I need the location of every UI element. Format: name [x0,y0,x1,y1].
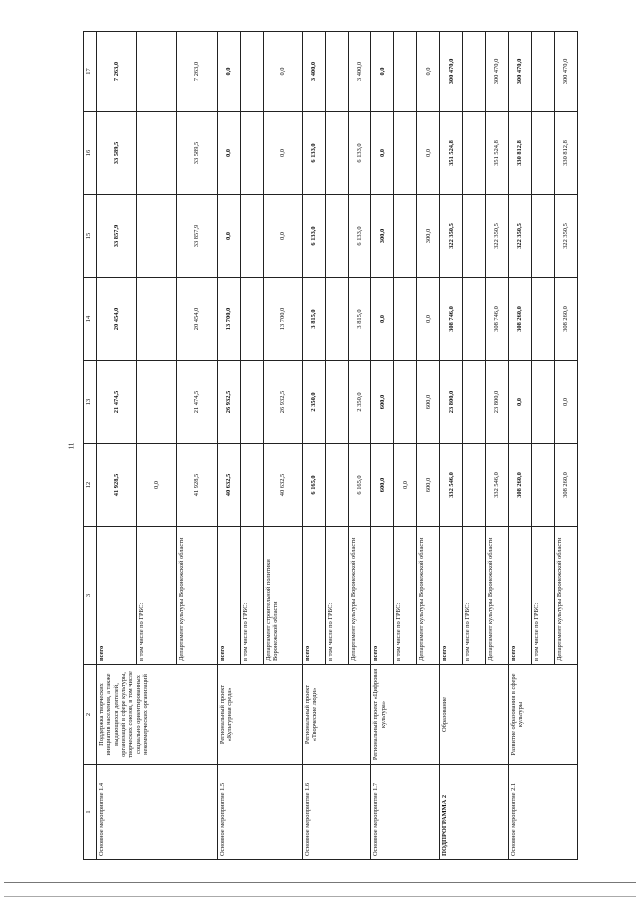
amount-cell: 0,0 [417,278,440,361]
table-row [217,32,240,860]
amount-cell: 600,0 [417,361,440,444]
funding-source-cell: всего [440,527,463,665]
amount-cell: 300 470,0 [486,32,509,112]
amount-cell [531,361,554,444]
amount-cell: 40 632,5 [217,444,240,527]
amount-cell: 6 133,0 [348,112,371,195]
amount-cell: 33 589,5 [97,112,137,195]
funding-source-cell: всего [509,527,532,665]
rotated-table-wrapper [83,32,578,860]
funding-source-cell: в том числе по ГРБС: [325,527,348,665]
amount-cell: 3 815,0 [348,278,371,361]
amount-cell: 3 400,0 [302,32,325,112]
funding-source-cell: в том числе по ГРБС: [531,527,554,665]
column-header: 3 [84,527,97,665]
amount-cell [325,361,348,444]
amount-cell [240,444,263,527]
amount-cell: 0,0 [263,32,302,112]
funding-source-cell: Департамент строительной политики Воронежской области [263,527,302,665]
amount-cell: 308 260,0 [509,444,532,527]
amount-cell: 23 800,0 [440,361,463,444]
header-row [84,32,97,860]
amount-cell: 41 928,5 [97,444,137,527]
amount-cell: 23 800,0 [486,361,509,444]
amount-cell [325,32,348,112]
amount-cell [137,112,177,195]
activity-name-cell: Региональный проект «Творческие люди» [302,665,371,765]
amount-cell: 13 700,0 [217,278,240,361]
amount-cell: 300 470,0 [440,32,463,112]
amount-cell: 300 470,0 [509,32,532,112]
activity-code-cell: Основное мероприятие 1.6 [302,765,371,860]
page-number: 11 [67,442,76,450]
amount-cell: 3 815,0 [302,278,325,361]
amount-cell [137,195,177,278]
amount-cell: 322 350,5 [486,195,509,278]
amount-cell: 0,0 [217,32,240,112]
amount-cell: 600,0 [417,444,440,527]
amount-cell: 332 546,0 [440,444,463,527]
table-row [97,32,137,860]
amount-cell [325,278,348,361]
activity-name-cell: Региональный проект «Цифровая культура» [371,665,440,765]
amount-cell: 6 165,0 [302,444,325,527]
amount-cell: 600,0 [371,444,394,527]
amount-cell: 600,0 [371,361,394,444]
column-header: 14 [84,278,97,361]
table-body [97,32,578,860]
amount-cell [463,32,486,112]
amount-cell: 21 474,5 [177,361,217,444]
budget-table [83,31,578,860]
funding-source-cell: Департамент культуры Воронежской области [177,527,217,665]
amount-cell [463,195,486,278]
amount-cell [531,444,554,527]
amount-cell: 0,0 [263,112,302,195]
amount-cell [463,444,486,527]
table-row [371,32,394,860]
amount-cell: 0,0 [509,361,532,444]
column-header: 16 [84,112,97,195]
amount-cell [137,361,177,444]
amount-cell [394,361,417,444]
column-header: 2 [84,665,97,765]
amount-cell [463,112,486,195]
amount-cell: 300,0 [417,195,440,278]
amount-cell: 33 857,9 [97,195,137,278]
amount-cell: 332 546,0 [486,444,509,527]
amount-cell: 0,0 [371,278,394,361]
amount-cell: 322 350,5 [554,195,577,278]
amount-cell: 0,0 [417,112,440,195]
activity-name-cell: Региональный проект «Культурная среда» [217,665,302,765]
amount-cell [394,195,417,278]
funding-source-cell: всего [302,527,325,665]
amount-cell: 300 470,0 [554,32,577,112]
table-row [440,32,463,860]
amount-cell [394,278,417,361]
amount-cell: 7 263,0 [97,32,137,112]
amount-cell: 0,0 [137,444,177,527]
amount-cell: 26 932,5 [263,361,302,444]
amount-cell: 2 350,0 [348,361,371,444]
amount-cell: 308 260,0 [509,278,532,361]
table-row [509,32,532,860]
amount-cell [325,112,348,195]
amount-cell: 2 350,0 [302,361,325,444]
activity-code-cell: Основное мероприятие 1.4 [97,765,218,860]
amount-cell: 6 133,0 [302,195,325,278]
amount-cell: 0,0 [263,195,302,278]
amount-cell [240,112,263,195]
amount-cell: 6 165,0 [348,444,371,527]
amount-cell [394,112,417,195]
amount-cell: 322 350,5 [440,195,463,278]
amount-cell: 0,0 [371,112,394,195]
amount-cell: 0,0 [417,32,440,112]
funding-source-cell: в том числе по ГРБС: [137,527,177,665]
activity-code-cell: Основное мероприятие 2.1 [509,765,578,860]
amount-cell: 0,0 [217,112,240,195]
funding-source-cell: всего [97,527,137,665]
column-header: 1 [84,765,97,860]
column-header: 13 [84,361,97,444]
funding-source-cell: Департамент культуры Воронежской области [486,527,509,665]
amount-cell [325,195,348,278]
amount-cell [531,112,554,195]
amount-cell: 41 928,5 [177,444,217,527]
amount-cell: 33 589,5 [177,112,217,195]
amount-cell: 26 932,5 [217,361,240,444]
funding-source-cell: Департамент культуры Воронежской области [554,527,577,665]
table-row [302,32,325,860]
column-header: 12 [84,444,97,527]
amount-cell: 330 812,8 [554,112,577,195]
column-header: 15 [84,195,97,278]
activity-code-cell: Основное мероприятие 1.5 [217,765,302,860]
funding-source-cell: всего [371,527,394,665]
amount-cell [531,32,554,112]
amount-cell [394,32,417,112]
amount-cell [463,278,486,361]
amount-cell: 20 454,0 [177,278,217,361]
amount-cell: 308 260,0 [554,278,577,361]
amount-cell: 0,0 [554,361,577,444]
funding-source-cell: Департамент культуры Воронежской области [417,527,440,665]
amount-cell [240,278,263,361]
column-header: 17 [84,32,97,112]
amount-cell: 13 700,0 [263,278,302,361]
activity-name-cell: Развитие образования в сфере культуры [509,665,578,765]
amount-cell [531,195,554,278]
amount-cell: 308 746,0 [486,278,509,361]
amount-cell [325,444,348,527]
amount-cell [137,278,177,361]
activity-name-cell: Образование [440,665,509,765]
scan-edge-line [4,882,636,883]
amount-cell: 0,0 [371,32,394,112]
amount-cell [137,32,177,112]
amount-cell: 0,0 [394,444,417,527]
amount-cell [531,278,554,361]
amount-cell: 6 133,0 [302,112,325,195]
amount-cell: 33 857,9 [177,195,217,278]
funding-source-cell: в том числе по ГРБС: [240,527,263,665]
amount-cell [240,32,263,112]
amount-cell [463,361,486,444]
amount-cell: 40 632,5 [263,444,302,527]
amount-cell: 351 524,8 [440,112,463,195]
amount-cell: 21 474,5 [97,361,137,444]
amount-cell: 300,0 [371,195,394,278]
amount-cell [240,195,263,278]
amount-cell [240,361,263,444]
amount-cell: 330 812,8 [509,112,532,195]
funding-source-cell: в том числе по ГРБС: [463,527,486,665]
amount-cell: 351 524,8 [486,112,509,195]
activity-code-cell: Основное мероприятие 1.7 [371,765,440,860]
amount-cell: 3 400,0 [348,32,371,112]
amount-cell: 322 350,5 [509,195,532,278]
amount-cell: 20 454,0 [97,278,137,361]
activity-name-cell: Поддержка творческих инициатив населения, а также выдающихся деятелей, организаций в сфере культуры, творческих союзов, в том числе социально ориентированных некоммерческих организаций [97,665,218,765]
funding-source-cell: Департамент культуры Воронежской области [348,527,371,665]
amount-cell: 308 260,0 [554,444,577,527]
amount-cell: 0,0 [217,195,240,278]
activity-code-cell: ПОДПРОГРАММА 2 [440,765,509,860]
funding-source-cell: всего [217,527,240,665]
amount-cell: 7 263,0 [177,32,217,112]
amount-cell: 308 746,0 [440,278,463,361]
scan-edge-line-lower [4,896,636,897]
amount-cell: 6 133,0 [348,195,371,278]
funding-source-cell: в том числе по ГРБС: [394,527,417,665]
